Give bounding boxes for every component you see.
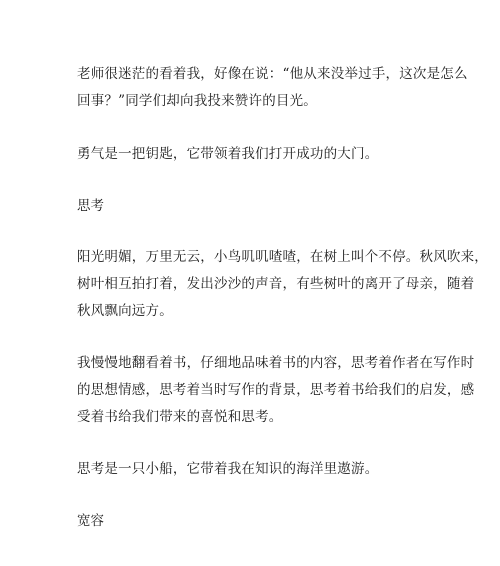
paragraph-line: 我慢慢地翻看着书，仔细地品味着书的内容，思考着作者在写作时: [77, 355, 475, 371]
paragraph-line: 思考是一只小船，它带着我在知识的海洋里遨游。: [77, 461, 379, 477]
paragraph-line: 勇气是一把钥匙，它带领着我们打开成功的大门。: [77, 146, 379, 162]
paragraph-line: 阳光明媚，万里无云，小鸟叽叽喳喳，在树上叫个不停。秋风吹来，: [77, 249, 488, 265]
section-heading: 宽容: [77, 513, 104, 529]
paragraph-line: 树叶相互拍打着，发出沙沙的声音，有些树叶的离开了母亲，随着: [77, 276, 475, 292]
paragraph-line: 老师很迷茫的看着我，好像在说：“他从来没举过手，这次是怎么: [77, 66, 468, 82]
paragraph-line: 秋风飘向远方。: [77, 303, 173, 319]
section-heading: 思考: [77, 198, 104, 214]
bottom-fade: [0, 552, 500, 566]
paragraph-line: 回事？”同学们却向我投来赞许的目光。: [77, 93, 318, 109]
paragraph-line: 的思想情感，思考着当时写作的背景，思考着书给我们的启发，感: [77, 382, 475, 398]
paragraph-line: 受着书给我们带来的喜悦和思考。: [77, 409, 283, 425]
